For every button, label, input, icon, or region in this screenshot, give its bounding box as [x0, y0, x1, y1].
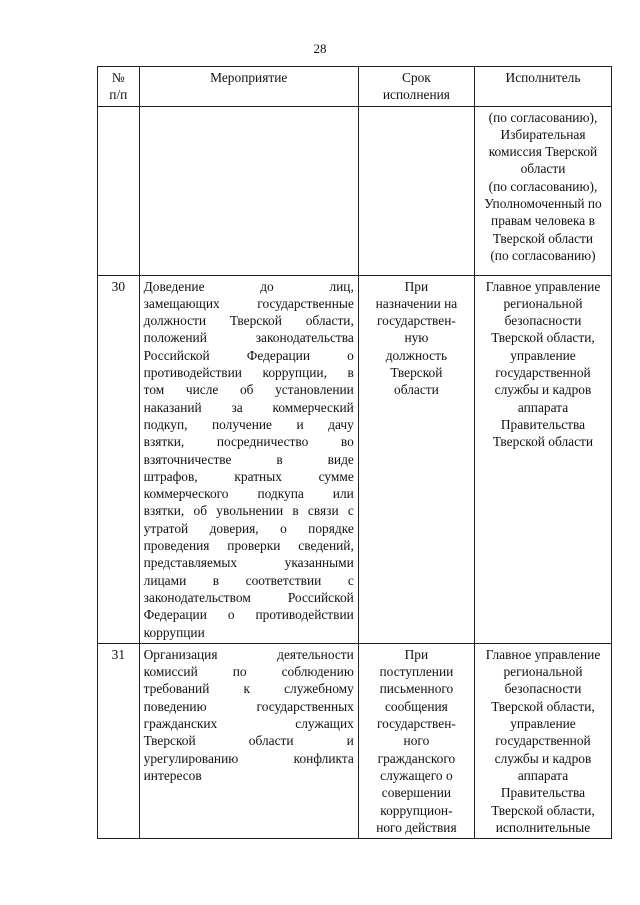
cell-text-line: законодательством Российской: [143, 589, 354, 605]
cell-text-line: интересов: [143, 767, 202, 783]
cell-text-line: Тверской области,: [491, 698, 595, 714]
cell-text-line: Тверской области,: [491, 802, 595, 818]
cell-num: [98, 106, 140, 275]
cell-text-line: Тверской: [390, 365, 443, 381]
row-number: 30: [98, 275, 140, 643]
cell-text-line: ную: [404, 330, 429, 346]
cell-text-line: подкуп, получение и дачу: [143, 416, 354, 432]
cell-text-line: Правительства: [500, 416, 586, 432]
cell-text-line: аппарата: [517, 399, 569, 415]
cell-term: [358, 106, 474, 275]
cell-text-line: коммерческого подкупа или: [143, 486, 354, 502]
cell-text-line: (по согласованию): [490, 247, 596, 263]
cell-text-line: том числе об установлении: [143, 382, 354, 398]
cell-text-line: При: [404, 278, 429, 294]
cell-text-line: взятки, посредничество во: [143, 434, 354, 450]
cell-text-line: ного: [403, 733, 430, 749]
cell-executor: [474, 106, 611, 275]
cell-text-line: правам человека в: [491, 213, 595, 229]
cell-text-line: При: [404, 646, 429, 662]
header-executor-label: Исполнитель: [505, 70, 581, 85]
header-activity-label: Мероприятие: [210, 70, 288, 85]
cell-text-line: Федерации о противодействии: [143, 607, 354, 623]
cell-text-line: Доведение до лиц,: [143, 278, 354, 294]
cell-text-line: представляемых указанными: [143, 555, 354, 571]
cell-activity: [139, 275, 358, 643]
cell-text-line: исполнительные: [495, 819, 591, 835]
cell-text-line: совершении: [381, 785, 452, 801]
cell-text-line: лицами в соответствии с: [143, 572, 354, 588]
row-number: 31: [98, 643, 140, 838]
header-num-line: №: [111, 70, 125, 85]
table-header-row: [98, 67, 612, 107]
cell-text-line: требований к служебному: [143, 681, 354, 697]
cell-text-line: замещающих государственные: [143, 295, 354, 311]
cell-text-line: поступлении: [379, 664, 454, 680]
cell-text-line: положений законодательства: [143, 330, 354, 346]
cell-text-line: наказаний за коммерческий: [143, 399, 354, 415]
cell-text-line: утратой доверия, о порядке: [143, 520, 354, 536]
cell-text-line: службы и кадров: [494, 382, 592, 398]
cell-text-line: штрафов, кратных сумме: [143, 468, 354, 484]
cell-text-line: (по согласованию),: [488, 178, 598, 194]
cell-text-line: Избирательная: [500, 126, 586, 142]
cell-text-line: коррупцион-: [380, 802, 453, 818]
cell-text-line: службы и кадров: [494, 750, 592, 766]
header-activity: [139, 67, 358, 107]
header-term: [358, 67, 474, 107]
header-num: [98, 67, 140, 107]
header-term-line: исполнения: [382, 87, 450, 103]
cell-text-line: коррупции: [143, 624, 205, 640]
cell-text-line: Российской Федерации о: [143, 347, 354, 363]
cell-executor: [474, 275, 611, 643]
cell-text-line: области: [520, 161, 566, 177]
cell-text-line: комиссий по соблюдению: [143, 664, 354, 680]
cell-text-line: противодействии коррупции, в: [143, 365, 354, 381]
table-row-continued: [98, 106, 612, 275]
table-row: [98, 643, 612, 838]
cell-text-line: Правительства: [500, 785, 586, 801]
cell-text-line: взятки, об увольнении в связи с: [143, 503, 354, 519]
cell-text-line: сообщения: [384, 698, 448, 714]
cell-text-line: должности Тверской области,: [143, 313, 354, 329]
cell-text-line: Главное управление: [485, 646, 601, 662]
cell-text-line: Организация деятельности: [143, 646, 354, 662]
cell-text-line: урегулированию конфликта: [143, 750, 354, 766]
measures-table: [97, 66, 612, 839]
cell-activity: [139, 106, 358, 275]
header-term-line: Срок: [401, 70, 431, 85]
table-row: [98, 275, 612, 643]
cell-text-line: управление: [510, 716, 576, 732]
cell-text-line: Тверской области,: [491, 330, 595, 346]
cell-text-line: государствен-: [376, 313, 456, 329]
cell-text-line: безопасности: [504, 681, 582, 697]
cell-text-line: служащего о: [380, 767, 453, 783]
cell-text-line: государствен-: [376, 716, 456, 732]
cell-executor: [474, 643, 611, 838]
cell-term: [358, 275, 474, 643]
cell-text-line: проведения проверки сведений,: [143, 538, 354, 554]
cell-text-line: (по согласованию),: [488, 109, 598, 125]
cell-text-line: управление: [510, 347, 576, 363]
cell-text-line: письменного: [379, 681, 454, 697]
cell-text-line: государственной: [495, 733, 591, 749]
header-num-line: п/п: [109, 87, 128, 103]
cell-text-line: региональной: [503, 664, 583, 680]
cell-text-line: области: [394, 382, 439, 398]
cell-text-line: Тверской области и: [143, 733, 354, 749]
cell-text-line: назначении на: [375, 295, 458, 311]
cell-text-line: государственной: [495, 365, 591, 381]
cell-text-line: аппарата: [517, 767, 569, 783]
cell-text-line: должность: [385, 347, 448, 363]
cell-text-line: ного действия: [376, 819, 457, 835]
cell-activity: [139, 643, 358, 838]
cell-term: [358, 643, 474, 838]
cell-text-line: взяточничестве в виде: [143, 451, 354, 467]
cell-text-line: региональной: [503, 295, 583, 311]
cell-text-line: безопасности: [504, 313, 582, 329]
header-executor: [474, 67, 611, 107]
cell-text-line: Тверской области: [492, 434, 594, 450]
cell-text-line: комиссия Тверской: [488, 144, 598, 160]
cell-text-line: Главное управление: [485, 278, 601, 294]
cell-text-line: гражданских служащих: [143, 716, 354, 732]
page-number: 28: [313, 41, 327, 56]
cell-text-line: Тверской области: [492, 230, 594, 246]
cell-text-line: поведению государственных: [143, 698, 354, 714]
cell-text-line: Уполномоченный по: [484, 196, 602, 212]
cell-text-line: гражданского: [377, 750, 456, 766]
